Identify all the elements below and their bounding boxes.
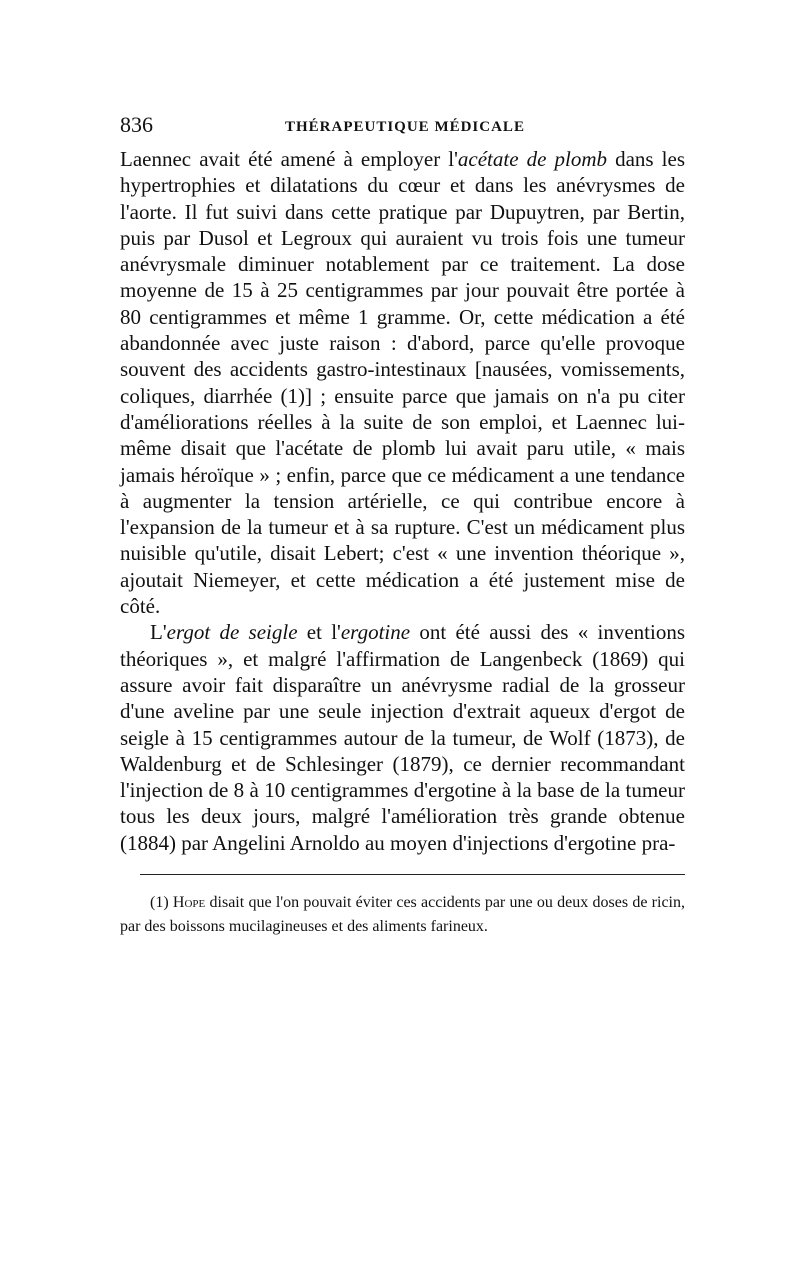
paragraph-1-text-b: dans les hypertrophies et dilatations du cœur et dans les anévrysmes de l'aorte. Il fut suivi dans cette pratique par Dupuytren, par Bertin, puis par Dusol et Legroux qui auraient vu trois fois une tumeur anévrysmale diminuer notablement par ce traitement. La dose moyenne de 15 à 25 centigrammes par jour pouvait être portée à 80 centigrammes et même 1 gramme. Or, cette médication a été abandonnée avec juste raison : d'abord, parce qu'elle provoque souvent des accidents gastro-intestinaux [nausées, vomissements, coliques, diarrhée (1)] ; ensuite parce que jamais on n'a pu citer d'améliorations réelles à la suite de son emploi, et Laennec lui-même disait que l'acétate de plomb lui avait paru utile, « mais jamais héroïque » ; enfin, parce que ce médicament a une tendance à augmenter la tension artérielle, ce qui contribue encore à l'expansion de la tumeur et à sa rupture. C'est un médicament plus nuisible qu'utile, disait Lebert; c'est « une invention théorique », ajoutait Niemeyer, et cette médication a été justement mise de côté.	[120, 147, 685, 619]
running-title: THÉRAPEUTIQUE MÉDICALE	[285, 119, 525, 135]
paragraph-2-text-b: et l'	[297, 620, 341, 645]
paragraph-2-italic-b: ergotine	[340, 620, 411, 645]
paragraph-1-italic: acétate de plomb	[457, 147, 608, 171]
paragraph-1-text-a: Laennec avait été amené à employer l'	[120, 147, 458, 171]
paragraph-2	[120, 619, 685, 856]
page-number: 836	[120, 112, 153, 137]
paragraph-2-italic-a: ergot de seigle	[166, 620, 298, 645]
paragraph-2-text-c: ont été aussi des « inventions théoriques », et malgré l'affirmation de Langenbeck (1869) qui assure avoir fait disparaître un anévrysme radial de la grosseur d'une aveline par une seule injection d'extrait aqueux d'ergot de seigle à 15 centigrammes autour de la tumeur, de Wolf (1873), de Waldenburg et de Schlesinger (1879), ce dernier recommandant l'injection de 8 à 10 centigrammes d'ergotine à la base de la tumeur tous les deux jours, malgré l'amélioration très grande obtenue (1884) par Angelini Arnoldo au moyen d'injections d'ergotine pra-	[120, 620, 686, 855]
body-text	[120, 146, 685, 856]
footnote	[120, 891, 685, 939]
document-page	[120, 110, 685, 939]
running-head	[120, 110, 685, 140]
footnote-author: Hope	[172, 894, 206, 912]
paragraph-2-text-a: L'	[150, 620, 167, 645]
footnote-marker: (1)	[150, 894, 173, 912]
paragraph-1	[120, 146, 685, 619]
footnote-rule	[140, 874, 685, 875]
footnote-text: disait que l'on pouvait éviter ces accidents par une ou deux doses de ricin, par des boissons mucilagineuses et des aliments farineux.	[120, 894, 685, 936]
